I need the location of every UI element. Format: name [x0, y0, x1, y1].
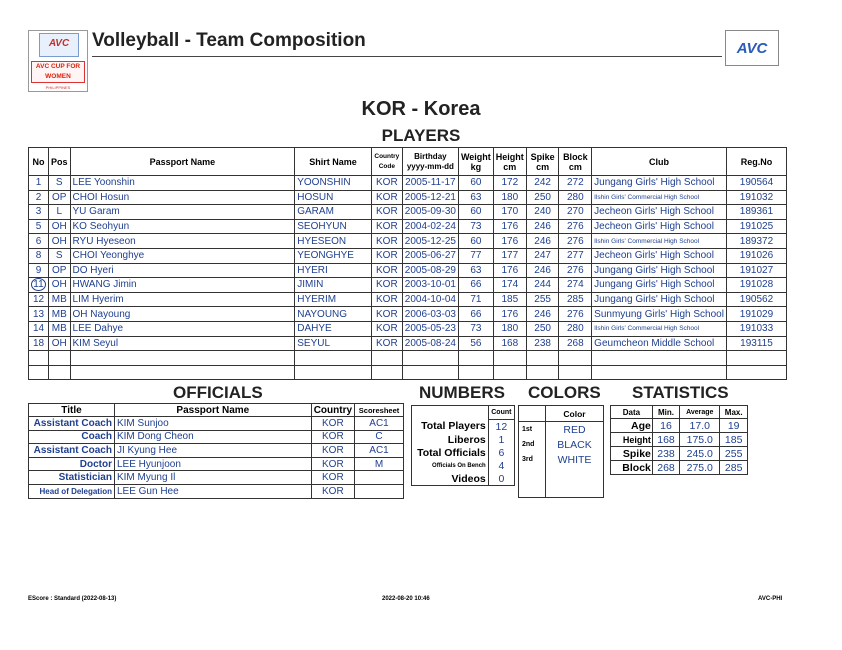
- col-no: No: [29, 148, 49, 176]
- stat-max: 285: [720, 461, 748, 475]
- table-row: [29, 176, 787, 191]
- statistics-table: [610, 405, 748, 475]
- player-height: 176: [493, 263, 526, 278]
- player-passport-name: RYU Hyeseon: [70, 234, 295, 249]
- player-spike: 247: [526, 248, 559, 263]
- player-height: 176: [493, 307, 526, 322]
- stat-min: 168: [652, 433, 679, 447]
- table-row: [29, 444, 404, 458]
- col-max: Max.: [720, 406, 748, 419]
- table-row: [611, 419, 748, 433]
- player-shirt-name: YOONSHIN: [295, 176, 372, 191]
- player-no: 8: [29, 248, 49, 263]
- official-name: LEE Hyunjoon: [114, 457, 311, 471]
- player-block: 277: [559, 248, 592, 263]
- player-birthday: 2005-08-24: [402, 336, 458, 351]
- table-row: [29, 234, 787, 249]
- player-height: 180: [493, 321, 526, 336]
- player-shirt-name: SEOHYUN: [295, 219, 372, 234]
- statistics-header-row: [611, 406, 748, 419]
- player-passport-name: HWANG Jimin: [70, 278, 295, 293]
- player-no: 13: [29, 307, 49, 322]
- player-height: 177: [493, 248, 526, 263]
- player-shirt-name: DAHYE: [295, 321, 372, 336]
- player-birthday: 2005-12-25: [402, 234, 458, 249]
- player-no: 9: [29, 263, 49, 278]
- player-shirt-name: HYESEON: [295, 234, 372, 249]
- numbers-label: Liberos: [447, 433, 486, 446]
- official-name: KIM Sunjoo: [114, 417, 311, 431]
- player-country: KOR: [371, 234, 402, 249]
- col-height: Height cm: [493, 148, 526, 176]
- player-reg-no: 191027: [726, 263, 786, 278]
- official-country: KOR: [311, 444, 354, 458]
- player-no: 5: [29, 219, 49, 234]
- player-no: 6: [29, 234, 49, 249]
- col-pos: Pos: [49, 148, 71, 176]
- color-value: BLACK: [546, 437, 604, 452]
- table-row: [29, 321, 787, 336]
- player-pos: OH: [49, 219, 71, 234]
- player-weight: 63: [458, 190, 493, 205]
- table-row: [29, 248, 787, 263]
- stat-max: 255: [720, 447, 748, 461]
- player-birthday: 2004-02-24: [402, 219, 458, 234]
- player-weight: 60: [458, 205, 493, 220]
- player-weight: 60: [458, 176, 493, 191]
- table-row: [29, 205, 787, 220]
- player-country: KOR: [371, 219, 402, 234]
- player-club: Jungang Girls' High School: [592, 292, 727, 307]
- player-spike: 238: [526, 336, 559, 351]
- player-passport-name: YU Garam: [70, 205, 295, 220]
- stat-label: Age: [611, 419, 653, 433]
- player-club: Jungang Girls' High School: [592, 176, 727, 191]
- player-country: KOR: [371, 176, 402, 191]
- player-spike: 246: [526, 219, 559, 234]
- table-row: [412, 433, 515, 446]
- player-birthday: 2005-08-29: [402, 263, 458, 278]
- player-birthday: 2005-09-30: [402, 205, 458, 220]
- table-row: [412, 420, 515, 434]
- official-title: Doctor: [29, 457, 115, 471]
- stat-max: 19: [720, 419, 748, 433]
- official-name: KIM Myung Il: [114, 471, 311, 485]
- col-passport-name: Passport Name: [70, 148, 295, 176]
- numbers-value: 1: [488, 433, 514, 446]
- player-reg-no: 191029: [726, 307, 786, 322]
- official-name: JI Kyung Hee: [114, 444, 311, 458]
- player-block: 276: [559, 263, 592, 278]
- col-block: Block cm: [559, 148, 592, 176]
- stat-average: 245.0: [680, 447, 720, 461]
- player-spike: 246: [526, 307, 559, 322]
- officials-heading: OFFICIALS: [173, 383, 263, 402]
- team-name: KOR - Korea: [361, 98, 481, 120]
- player-club: Jungang Girls' High School: [592, 263, 727, 278]
- player-country: KOR: [371, 278, 402, 293]
- player-spike: 242: [526, 176, 559, 191]
- color-value: WHITE: [546, 452, 604, 467]
- color-order: 3rd: [522, 456, 533, 463]
- table-row: [611, 461, 748, 475]
- player-height: 176: [493, 234, 526, 249]
- player-reg-no: 189361: [726, 205, 786, 220]
- stat-min: 238: [652, 447, 679, 461]
- stat-max: 185: [720, 433, 748, 447]
- officials-table: [28, 403, 404, 499]
- player-block: 285: [559, 292, 592, 307]
- player-weight: 66: [458, 307, 493, 322]
- player-no: 1: [29, 176, 49, 191]
- stat-average: 275.0: [680, 461, 720, 475]
- statistics-heading: STATISTICS: [632, 383, 729, 402]
- col-official-name: Passport Name: [114, 404, 311, 417]
- player-club: Sunmyung Girls' High School: [592, 307, 727, 322]
- player-reg-no: 190562: [726, 292, 786, 307]
- page-title: Volleyball - Team Composition: [92, 30, 366, 51]
- player-reg-no: 191026: [726, 248, 786, 263]
- table-row: [29, 278, 787, 293]
- col-count: Count: [488, 406, 514, 420]
- event-location: PHILIPPINES: [45, 85, 71, 90]
- table-row: [412, 446, 515, 459]
- player-reg-no: 189372: [726, 234, 786, 249]
- player-no: [29, 278, 49, 293]
- player-club: Ilshin Girls' Commercial High School: [592, 190, 727, 205]
- numbers-label: Officials On Bench: [432, 462, 486, 469]
- player-no: 3: [29, 205, 49, 220]
- player-country: KOR: [371, 321, 402, 336]
- colors-heading: COLORS: [528, 383, 601, 402]
- player-weight: 71: [458, 292, 493, 307]
- table-row: [412, 472, 515, 486]
- player-birthday: 2003-10-01: [402, 278, 458, 293]
- avc-mini-logo: AVC: [39, 33, 79, 57]
- numbers-label: Total Officials: [417, 446, 486, 459]
- numbers-header-row: [412, 406, 515, 420]
- color-value: RED: [546, 422, 604, 438]
- colors-header-row: [519, 406, 604, 422]
- col-country-code: Country Code: [371, 148, 402, 176]
- numbers-value: 4: [488, 459, 514, 472]
- stat-label: Block: [611, 461, 653, 475]
- numbers-label: Videos: [451, 472, 486, 485]
- player-country: KOR: [371, 336, 402, 351]
- col-spike: Spike cm: [526, 148, 559, 176]
- player-shirt-name: HOSUN: [295, 190, 372, 205]
- title-divider: [92, 56, 722, 57]
- captain-marker: 11: [31, 278, 46, 291]
- player-passport-name: OH Nayoung: [70, 307, 295, 322]
- official-scoresheet: M: [355, 457, 404, 471]
- players-header-row: [29, 148, 787, 176]
- col-official-country: Country: [311, 404, 354, 417]
- table-row: [29, 263, 787, 278]
- player-shirt-name: GARAM: [295, 205, 372, 220]
- official-title: Head of Delegation: [29, 484, 115, 498]
- official-title: Statistician: [29, 471, 115, 485]
- player-country: KOR: [371, 307, 402, 322]
- player-height: 185: [493, 292, 526, 307]
- player-block: 274: [559, 278, 592, 293]
- player-pos: S: [49, 248, 71, 263]
- player-country: KOR: [371, 263, 402, 278]
- player-block: 276: [559, 234, 592, 249]
- player-block: 268: [559, 336, 592, 351]
- footer-software: EScore : Standard (2022-08-13): [28, 596, 117, 602]
- player-block: 276: [559, 219, 592, 234]
- player-club: Geumcheon Middle School: [592, 336, 727, 351]
- player-reg-no: 193115: [726, 336, 786, 351]
- table-row: [29, 471, 404, 485]
- player-block: 280: [559, 190, 592, 205]
- table-row: [519, 437, 604, 452]
- table-row: [29, 457, 404, 471]
- player-height: 174: [493, 278, 526, 293]
- empty-row: [29, 365, 787, 380]
- player-passport-name: DO Hyeri: [70, 263, 295, 278]
- official-country: KOR: [311, 457, 354, 471]
- col-weight: Weight kg: [458, 148, 493, 176]
- player-club: Ilshin Girls' Commercial High School: [592, 321, 727, 336]
- official-name: KIM Dong Cheon: [114, 430, 311, 444]
- avc-logo: AVC: [725, 30, 779, 66]
- player-block: 270: [559, 205, 592, 220]
- empty-row: [29, 351, 787, 366]
- players-heading: PLAYERS: [381, 126, 461, 145]
- player-club: Jecheon Girls' High School: [592, 248, 727, 263]
- col-club: Club: [592, 148, 727, 176]
- table-row: [29, 484, 404, 498]
- table-row: [29, 219, 787, 234]
- numbers-label: Total Players: [421, 420, 486, 433]
- numbers-heading: NUMBERS: [419, 383, 505, 402]
- stat-average: 175.0: [680, 433, 720, 447]
- player-reg-no: 191025: [726, 219, 786, 234]
- player-passport-name: KO Seohyun: [70, 219, 295, 234]
- stat-min: 268: [652, 461, 679, 475]
- player-spike: 250: [526, 190, 559, 205]
- player-club: Ilshin Girls' Commercial High School: [592, 234, 727, 249]
- player-spike: 246: [526, 234, 559, 249]
- player-weight: 73: [458, 321, 493, 336]
- player-height: 168: [493, 336, 526, 351]
- officials-header-row: [29, 404, 404, 417]
- color-order: 1st: [522, 426, 533, 433]
- player-pos: OP: [49, 263, 71, 278]
- col-data: Data: [611, 406, 653, 419]
- player-no: 18: [29, 336, 49, 351]
- official-scoresheet: C: [355, 430, 404, 444]
- table-row: [29, 190, 787, 205]
- table-row: [29, 307, 787, 322]
- player-height: 180: [493, 190, 526, 205]
- col-average: Average: [680, 406, 720, 419]
- table-row: [519, 422, 604, 438]
- player-shirt-name: HYERI: [295, 263, 372, 278]
- player-birthday: 2005-05-23: [402, 321, 458, 336]
- col-color: Color: [546, 406, 604, 422]
- player-reg-no: 191032: [726, 190, 786, 205]
- player-passport-name: LEE Dahye: [70, 321, 295, 336]
- footer-timestamp: 2022-08-20 10:46: [382, 596, 430, 602]
- table-row: [611, 433, 748, 447]
- stat-min: 16: [652, 419, 679, 433]
- player-passport-name: LEE Yoonshin: [70, 176, 295, 191]
- player-shirt-name: YEONGHYE: [295, 248, 372, 263]
- color-order: 2nd: [522, 441, 535, 448]
- player-pos: OP: [49, 190, 71, 205]
- player-weight: 73: [458, 219, 493, 234]
- player-weight: 77: [458, 248, 493, 263]
- players-table: [28, 147, 787, 380]
- player-height: 172: [493, 176, 526, 191]
- player-block: 272: [559, 176, 592, 191]
- official-name: LEE Gun Hee: [114, 484, 311, 498]
- player-country: KOR: [371, 292, 402, 307]
- stat-label: Height: [611, 433, 653, 447]
- table-row: [519, 452, 604, 467]
- col-shirt-name: Shirt Name: [295, 148, 372, 176]
- player-pos: OH: [49, 336, 71, 351]
- player-birthday: 2005-06-27: [402, 248, 458, 263]
- footer-code: AVC-PHI: [758, 596, 783, 602]
- stat-average: 17.0: [680, 419, 720, 433]
- official-scoresheet: [355, 484, 404, 498]
- player-block: 276: [559, 307, 592, 322]
- player-passport-name: CHOI Yeonghye: [70, 248, 295, 263]
- colors-table: [518, 405, 604, 498]
- player-spike: 240: [526, 205, 559, 220]
- player-shirt-name: HYERIM: [295, 292, 372, 307]
- player-weight: 56: [458, 336, 493, 351]
- player-height: 176: [493, 219, 526, 234]
- player-reg-no: 191033: [726, 321, 786, 336]
- player-pos: MB: [49, 292, 71, 307]
- table-row: [29, 336, 787, 351]
- player-weight: 60: [458, 234, 493, 249]
- player-birthday: 2004-10-04: [402, 292, 458, 307]
- player-weight: 63: [458, 263, 493, 278]
- table-row: [29, 292, 787, 307]
- official-scoresheet: AC1: [355, 417, 404, 431]
- player-pos: S: [49, 176, 71, 191]
- numbers-table: [411, 405, 515, 486]
- player-birthday: 2006-03-03: [402, 307, 458, 322]
- player-spike: 255: [526, 292, 559, 307]
- player-shirt-name: NAYOUNG: [295, 307, 372, 322]
- official-country: KOR: [311, 430, 354, 444]
- player-block: 280: [559, 321, 592, 336]
- player-weight: 66: [458, 278, 493, 293]
- player-pos: OH: [49, 278, 71, 293]
- official-country: KOR: [311, 417, 354, 431]
- player-spike: 244: [526, 278, 559, 293]
- player-spike: 250: [526, 321, 559, 336]
- table-row: [611, 447, 748, 461]
- player-pos: MB: [49, 307, 71, 322]
- table-row: [29, 430, 404, 444]
- numbers-value: 12: [488, 420, 514, 434]
- col-reg-no: Reg.No: [726, 148, 786, 176]
- player-country: KOR: [371, 190, 402, 205]
- player-birthday: 2005-12-21: [402, 190, 458, 205]
- official-scoresheet: [355, 471, 404, 485]
- player-club: Jungang Girls' High School: [592, 278, 727, 293]
- player-reg-no: 190564: [726, 176, 786, 191]
- col-birthday: Birthday yyyy-mm-dd: [402, 148, 458, 176]
- player-shirt-name: JIMIN: [295, 278, 372, 293]
- player-height: 170: [493, 205, 526, 220]
- event-logo: [28, 30, 88, 92]
- player-country: KOR: [371, 205, 402, 220]
- player-shirt-name: SEYUL: [295, 336, 372, 351]
- player-club: Jecheon Girls' High School: [592, 219, 727, 234]
- player-no: 14: [29, 321, 49, 336]
- col-title: Title: [29, 404, 115, 417]
- table-row: [29, 417, 404, 431]
- col-scoresheet: Scoresheet: [355, 404, 404, 417]
- player-no: 2: [29, 190, 49, 205]
- official-title: Coach: [29, 430, 115, 444]
- numbers-value: 0: [488, 472, 514, 486]
- player-passport-name: KIM Seyul: [70, 336, 295, 351]
- player-spike: 246: [526, 263, 559, 278]
- numbers-value: 6: [488, 446, 514, 459]
- official-title: Assistant Coach: [29, 417, 115, 431]
- player-birthday: 2005-11-17: [402, 176, 458, 191]
- player-no: 12: [29, 292, 49, 307]
- col-min: Min.: [652, 406, 679, 419]
- event-banner: AVC CUP FOR WOMEN: [31, 61, 85, 83]
- player-passport-name: CHOI Hosun: [70, 190, 295, 205]
- player-pos: MB: [49, 321, 71, 336]
- stat-label: Spike: [611, 447, 653, 461]
- official-scoresheet: AC1: [355, 444, 404, 458]
- table-row: [412, 459, 515, 472]
- player-reg-no: 191028: [726, 278, 786, 293]
- player-country: KOR: [371, 248, 402, 263]
- official-country: KOR: [311, 471, 354, 485]
- player-club: Jecheon Girls' High School: [592, 205, 727, 220]
- player-pos: OH: [49, 234, 71, 249]
- player-passport-name: LIM Hyerim: [70, 292, 295, 307]
- player-pos: L: [49, 205, 71, 220]
- official-country: KOR: [311, 484, 354, 498]
- official-title: Assistant Coach: [29, 444, 115, 458]
